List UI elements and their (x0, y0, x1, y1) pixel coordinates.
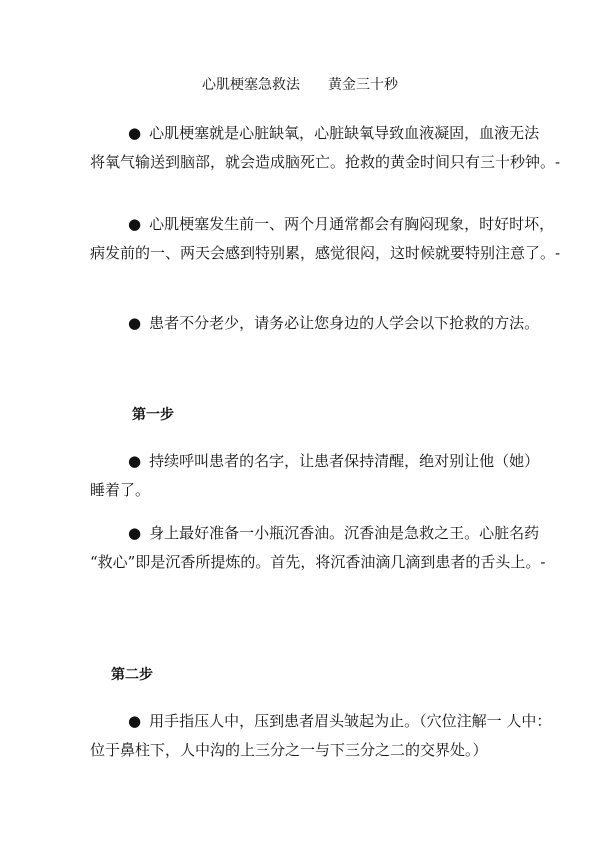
bullet-icon: ● (128, 314, 142, 332)
paragraph-line: “救心”即是沉香所提炼的。首先，将沉香油滴几滴到患者的舌头上。- (90, 553, 546, 571)
step1-heading: 第一步 (132, 407, 174, 423)
paragraph-definition (90, 119, 561, 177)
paragraph-line: ● 心肌梗塞发生前一、两个月通常都会有胸闷现象，时好时坏， (90, 210, 530, 239)
paragraph-line: 病发前的一、两天会感到特别累，感觉很闷，这时候就要特别注意了。- (90, 244, 561, 262)
bullet-icon: ● (128, 712, 142, 730)
bullet-icon: ● (128, 124, 142, 142)
step2-paragraph-renzhong (90, 707, 552, 765)
paragraph-symptoms (90, 210, 561, 268)
document-title: 心肌梗塞急救法 黄金三十秒 (202, 77, 398, 93)
step2-heading: 第二步 (111, 667, 153, 683)
step1-paragraph-call-name (90, 447, 540, 505)
paragraph-line: ● 心肌梗塞就是心脏缺氧，心脏缺氧导致血液凝固，血液无法 (90, 119, 530, 148)
bullet-icon: ● (128, 215, 142, 233)
bullet-icon: ● (128, 524, 142, 542)
paragraph-line: ● 患者不分老少，请务必让您身边的人学会以下抢救的方法。 (90, 309, 530, 338)
step1-paragraph-agarwood-oil (90, 519, 546, 577)
paragraph-line: 睡着了。 (90, 481, 151, 499)
paragraph-line: ● 用手指压人中，压到患者眉头皱起为止。（穴位注解一 人中： (90, 707, 530, 736)
paragraph-instruction (90, 309, 540, 338)
bullet-icon: ● (128, 452, 142, 470)
paragraph-line: ● 持续呼叫患者的名字，让患者保持清醒，绝对别让他（她） (90, 447, 530, 476)
paragraph-line: 将氧气输送到脑部，就会造成脑死亡。抢救的黄金时间只有三十秒钟。- (90, 153, 561, 171)
paragraph-line: 位于鼻柱下，人中沟的上三分之一与下三分之二的交界处。） (90, 741, 488, 759)
paragraph-line: ● 身上最好准备一小瓶沉香油。沉香油是急救之王。心脏名药 (90, 519, 530, 548)
